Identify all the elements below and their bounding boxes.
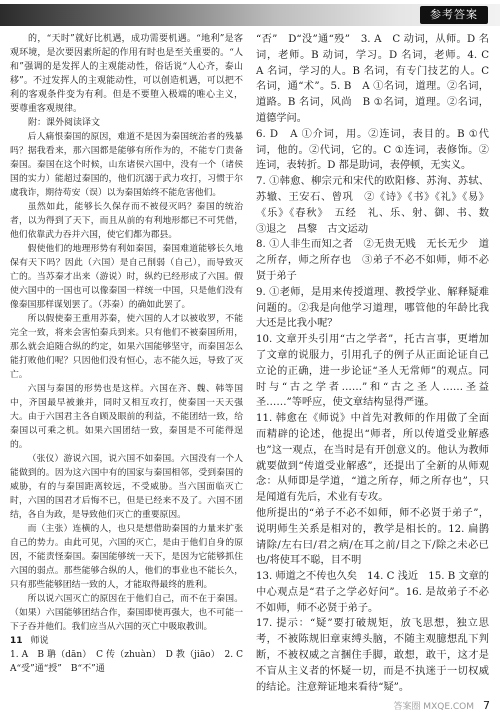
answer-10: 13. 师道之不传也久矣 14. C 浅近 15. B 文章的中心观点是“君子之学必好问”。16. 是故弟子不必不如师，师不必贤于弟子。 <box>256 571 489 614</box>
answer-key-badge: 参考答案 <box>420 6 488 24</box>
translation-paragraph-1: 后人痛恨秦国的原因，难道不是因为秦国统治者的残暴吗？据我看来，那六国都是能够有所作为的，不能专门责备秦国。秦国在这个时候，山东诸侯六国中，没有一个（诸侯国的实力）能超过秦国的，他们沉溺于武力攻打，习惯于尔虞我诈，期待苟安（误）以为秦国始终不能危害他们。 <box>10 132 243 198</box>
translation-paragraph-4: 所以假使秦王重用苏秦，使六国的人才以被收罗，不能完全一致，将来会害怕秦兵到来。只有他们不被秦国所用，那么就会追随合纵的约定，如果六国能够坚守，而秦国怎么能打败他们呢？只因他们没有恒心，志不能久远，导致了灭亡。 <box>10 314 243 380</box>
answer-8: 11. 韩愈在《师说》中首先对教师的作用做了全面而精辟的论述，他提出“师者，所以传道受业解惑也”这一观点，在当时是有开创意义的。他认为教师就要做到“传道受业解惑”，还提出了全新的从师观念：从师即是学道，“道之所存，师之所存也”，只是闻道有先后，术业有专攻。 <box>256 413 489 504</box>
answer-1: 1. A B 聃（dān） C 传（zhuàn） D 教（jiāo） 2. C A“受”通“授” B“不”通 <box>10 650 253 674</box>
left-column <box>10 32 253 676</box>
answer-9: 他所提出的“弟子不必不如师，师不必贤于弟子”，说明师生关系是相对的，教学是相长的。12. 扁鹊请除/左右曰/君之病/在耳之前/目之下/除之未必已也/将使耳不聪，目不明 <box>256 507 489 567</box>
answer-5: 8. ①人非生而知之者 ②无贵无贱 无长无少 道之所存，师之所存也 ③弟子不必不如师，师不必贤于弟子 <box>256 239 489 282</box>
translation-paragraph-5: 六国与秦国的形势也是这样。六国在齐、魏、韩等国中，齐国最早被兼并，同时又相互攻打，使秦国一天天强大。由于六国君主各自顾及眼前的利益，不能团结一致，给秦国以可乘之机。如果六国团结一致，秦国是不可能得逞的。 <box>10 384 243 450</box>
translation-paragraph-3: 假使他们的地理形势有利如秦国，秦国难道能够长久地保有天下吗？因此（六国）是自己削弱（自己），而导致灭亡的。当苏秦才出来（游说）时，纵约已经形成了六国。假使六国中的一国也可以像秦国一样统一中国，只是他们没有像秦国那样谋划罢了。（苏秦）的确如此罢了。 <box>10 244 243 310</box>
translation-paragraph-8: 所以说六国灭亡的原因在于他们自己，而不在于秦国。（如果）六国能够团结合作，秦国即使再强大，也不可能一下子吞并他们。我们应当从六国的灭亡中吸取教训。 <box>10 594 243 632</box>
answer-7: 10. 文章开头引用“古之学者”，托古言事，更增加了文章的说服力，引用孔子的例子从正面论证自己立论的正确，进一步论证“圣人无常师”的观点。同时与“古之学者……”和“古之圣人……圣益圣……”等呼应，使文章结构显得严谨。 <box>256 334 489 409</box>
appendix-title: 附：课外阅读译文 <box>28 118 101 128</box>
answer-paragraph: 的，“天时”就好比机遇，成功需要机遇。“地利”是客观环境，是次要因素所起的作用有时也是至关重要的。“人和”强调的是发挥人的主观能动性，俗话说“人心齐，泰山移”。不过发挥人的主观能动性，可以创造机遇，可以把不利的客观条件变为有利。但是不要堕入极端的唯心主义，要尊重客观规律。 <box>10 34 243 114</box>
watermark: 答案圈 MXQE.COM <box>393 702 474 712</box>
answer-2: “否” D“没”通“殁” 3. A C 动词，从师。D 名词，老师。B 动词，学习。D 名词，老师。4. C A 名词，学习的人。B 名词，有专门技艺的人。C 名词，通“术”。5. B A ①名词，道理。②名词，道路。B 名词，风尚 B ①名词，道理。②名词，道德学问。 <box>256 34 500 124</box>
translation-paragraph-2: 虽然如此，能够长久保存而不被侵灭吗？秦国的统治者，以为得到了天下，而且从前的有利地形都已不可凭借，他们依靠武力吞并六国，使它们都为郡县。 <box>10 202 243 240</box>
header-banner <box>0 4 500 26</box>
section-title: 师说 <box>30 636 49 646</box>
translation-paragraph-7: 而（主张）连横的人，也只是想借助秦国的力量来扩张自己的势力。由此可见，六国的灭亡，是由于他们自身的原因，不能责怪秦国。秦国能够统一天下，是因为它能够抓住六国的弱点。那些能够合纵的人，他们的事业也不能长久，只有那些能够团结一致的人，才能取得最终的胜利。 <box>10 524 243 590</box>
section-number: 11 <box>10 636 23 646</box>
answer-11: 17. 提示：“疑”要打破规矩，放飞思想，独立思考，不被陈规旧章束缚头脑，不随主观臆想乱下判断，不被权威之言捆住手脚，敢想，敢干，这才是不盲从主义者的怀疑一切，而是不执迷于一切权威的结论。注意辩证地来看待“疑”。 <box>256 618 489 693</box>
answer-6: 9. ①老师，是用来传授道理、教授学业、解释疑难问题的。②我是向他学习道理，哪管他的年龄比我大还是比我小呢？ <box>256 286 489 330</box>
section-heading <box>10 634 243 648</box>
answer-4: 7. ①韩愈、柳宗元和宋代的欧阳修、苏洵、苏轼、苏辙、王安石、曾巩 ②《诗》《书》《礼》《易》《乐》《春秋》 五经 礼、乐、射、御、书、数 ③退之 昌黎 古文运动 <box>256 176 500 235</box>
answer-3: 6. D A ①介词，用。②连词，表目的。B ①代词，他的。②代词，它的。C ①连词，表修饰。②连词，表转折。D 都是助词，表停顿，无实义。 <box>256 128 489 172</box>
right-column <box>256 32 500 695</box>
page-number: 7 <box>483 699 490 712</box>
translation-paragraph-6: （张仪）游说六国，说六国不如秦国。六国没有一个人能做到的。因为这六国中有的国家与秦国相邻，受到秦国的威胁，有的与秦国距离较远，不受威胁。当六国面临灭亡时，六国的国君才后悔不已，但是已经来不及了。六国不团结，各自为政，是导致他们灭亡的重要原因。 <box>10 454 243 520</box>
